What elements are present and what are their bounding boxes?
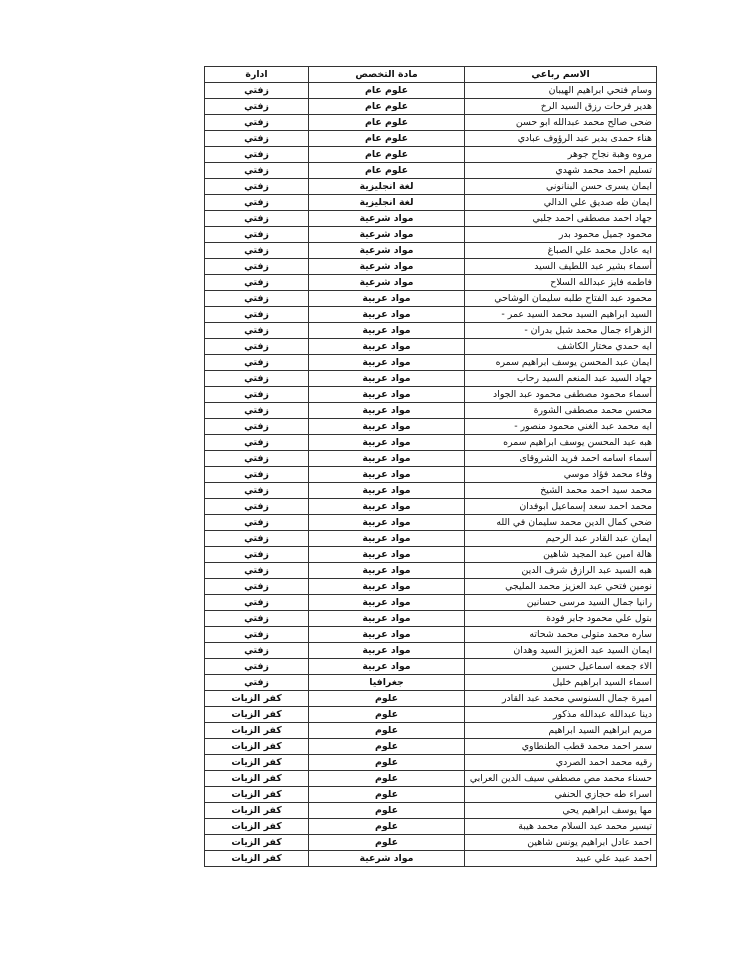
subject-cell: مواد عربية [309,563,465,579]
department-cell: زفتي [205,339,309,355]
table-row [205,115,657,131]
subject-cell: مواد عربية [309,515,465,531]
table-row [205,483,657,499]
table-row [205,323,657,339]
subject-cell: مواد عربية [309,467,465,483]
department-cell: كفر الزيات [205,787,309,803]
table-row [205,691,657,707]
name-cell: هالة امين عبد المجيد شاهين [465,547,657,563]
department-cell: كفر الزيات [205,755,309,771]
department-cell: زفتي [205,163,309,179]
subject-cell: علوم عام [309,115,465,131]
name-cell: محسن محمد مصطفى الشورة [465,403,657,419]
name-cell: ايمان السيد عبد العزيز السيد وهدان [465,643,657,659]
header-name: الاسم رباعي [465,67,657,83]
subject-cell: علوم [309,835,465,851]
name-cell: محمود جميل محمود بدر [465,227,657,243]
name-cell: احمد عادل ابراهيم يونس شاهين [465,835,657,851]
subject-cell: مواد عربية [309,627,465,643]
table-row [205,659,657,675]
table-row [205,755,657,771]
name-cell: مروه وهبة نجاح جوهر [465,147,657,163]
table-row [205,195,657,211]
subject-cell: مواد عربية [309,499,465,515]
department-cell: زفتي [205,147,309,163]
department-cell: زفتي [205,659,309,675]
department-cell: زفتي [205,371,309,387]
subject-cell: مواد عربية [309,355,465,371]
department-cell: كفر الزيات [205,835,309,851]
name-cell: محمد سيد احمد محمد الشيخ [465,483,657,499]
subject-cell: علوم [309,723,465,739]
name-cell: احمد عبيد علي عبيد [465,851,657,867]
department-cell: زفتي [205,435,309,451]
subject-cell: مواد شرعية [309,851,465,867]
table-row [205,547,657,563]
name-cell: هناء حمدى بدير عبد الرؤوف عبادي [465,131,657,147]
name-cell: ايمان عبد القادر عبد الرحيم [465,531,657,547]
subject-cell: علوم عام [309,99,465,115]
name-cell: الاء جمعه اسماعيل حسين [465,659,657,675]
subject-cell: مواد عربية [309,579,465,595]
subject-cell: مواد عربية [309,307,465,323]
department-cell: كفر الزيات [205,739,309,755]
roster-table [204,66,657,867]
table-row [205,291,657,307]
name-cell: بتول علي محمود جابر فودة [465,611,657,627]
name-cell: مها يوسف ابراهيم يحي [465,803,657,819]
table-row [205,371,657,387]
table-row [205,307,657,323]
subject-cell: مواد عربية [309,531,465,547]
table-row [205,211,657,227]
name-cell: ايه حمدي مختار الكاشف [465,339,657,355]
department-cell: زفتي [205,483,309,499]
department-cell: كفر الزيات [205,691,309,707]
department-cell: كفر الزيات [205,803,309,819]
subject-cell: مواد عربية [309,435,465,451]
department-cell: زفتي [205,595,309,611]
department-cell: زفتي [205,291,309,307]
table-row [205,643,657,659]
department-cell: زفتي [205,643,309,659]
subject-cell: مواد شرعية [309,275,465,291]
table-row [205,627,657,643]
table-row [205,387,657,403]
table-row [205,707,657,723]
subject-cell: مواد عربية [309,419,465,435]
table-row [205,275,657,291]
subject-cell: مواد شرعية [309,259,465,275]
department-cell: زفتي [205,611,309,627]
name-cell: هبه عبد المحسن يوسف ابراهيم سمره [465,435,657,451]
department-cell: زفتي [205,451,309,467]
table-row [205,739,657,755]
department-cell: زفتي [205,259,309,275]
department-cell: زفتي [205,211,309,227]
table-row [205,515,657,531]
subject-cell: علوم [309,691,465,707]
name-cell: اسماء السيد ابراهيم خليل [465,675,657,691]
name-cell: تسليم احمد محمد شهدي [465,163,657,179]
name-cell: ايمان طه صديق علي الدالي [465,195,657,211]
table-row [205,99,657,115]
subject-cell: علوم [309,819,465,835]
subject-cell: جغرافيا [309,675,465,691]
table-row [205,531,657,547]
name-cell: نومين فتحي عبد العزيز محمد المليجي [465,579,657,595]
subject-cell: علوم [309,755,465,771]
department-cell: زفتي [205,387,309,403]
table-row [205,451,657,467]
table-row [205,355,657,371]
table-row [205,467,657,483]
department-cell: زفتي [205,115,309,131]
table-row [205,147,657,163]
department-cell: زفتي [205,227,309,243]
table-row [205,243,657,259]
name-cell: اميرة جمال السنوسي محمد عبد القادر [465,691,657,707]
subject-cell: علوم عام [309,83,465,99]
name-cell: محمد احمد سعد إسماعيل ابوفدان [465,499,657,515]
table-row [205,787,657,803]
name-cell: الزهراء جمال محمد شبل بدران - [465,323,657,339]
table-row [205,179,657,195]
department-cell: زفتي [205,403,309,419]
subject-cell: مواد عربية [309,659,465,675]
name-cell: ضحي كمال الدين محمد سليمان في الله [465,515,657,531]
subject-cell: مواد عربية [309,339,465,355]
name-cell: أسماء اسامه احمد فريد الشروقاى [465,451,657,467]
subject-cell: مواد عربية [309,291,465,307]
subject-cell: علوم عام [309,147,465,163]
table-row [205,771,657,787]
department-cell: زفتي [205,307,309,323]
department-cell: زفتي [205,419,309,435]
name-cell: السيد ابراهيم السيد محمد السيد عمر - [465,307,657,323]
table-row [205,819,657,835]
name-cell: محمود عبد الفتاح طلبه سليمان الوشاحي [465,291,657,307]
subject-cell: مواد عربية [309,611,465,627]
department-cell: زفتي [205,675,309,691]
department-cell: زفتي [205,515,309,531]
name-cell: اسراء طه حجازي الحنفي [465,787,657,803]
name-cell: سمر احمد محمد قطب الطنطاوي [465,739,657,755]
name-cell: ايه محمد عبد الغني محمود منصور - [465,419,657,435]
subject-cell: علوم [309,707,465,723]
table-row [205,595,657,611]
name-cell: جهاد السيد عبد المنعم السيد رحاب [465,371,657,387]
table-row [205,259,657,275]
subject-cell: مواد عربية [309,323,465,339]
name-cell: تيسير محمد عبد السلام محمد هيبة [465,819,657,835]
table-row [205,339,657,355]
subject-cell: مواد عربية [309,595,465,611]
department-cell: زفتي [205,579,309,595]
name-cell: أسماء بشير عبد اللطيف السيد [465,259,657,275]
header-subject: مادة التخصص [309,67,465,83]
department-cell: زفتي [205,563,309,579]
department-cell: زفتي [205,275,309,291]
name-cell: جهاد احمد مصطفى احمد جلبي [465,211,657,227]
name-cell: دينا عبدالله عبدالله مذكور [465,707,657,723]
name-cell: مريم ابراهيم السيد ابراهيم [465,723,657,739]
table-row [205,803,657,819]
name-cell: هدير فرحات رزق السيد الرخ [465,99,657,115]
table-row [205,675,657,691]
table-row [205,579,657,595]
subject-cell: علوم [309,771,465,787]
table-row [205,499,657,515]
name-cell: رقيه محمد احمد الصردي [465,755,657,771]
subject-cell: مواد عربية [309,371,465,387]
department-cell: كفر الزيات [205,723,309,739]
subject-cell: علوم [309,739,465,755]
name-cell: ساره محمد متولى محمد شحاته [465,627,657,643]
name-cell: ايمان عبد المحسن يوسف ابراهيم سمره [465,355,657,371]
name-cell: وفاء محمد فؤاد موسي [465,467,657,483]
roster-sheet [204,66,656,867]
name-cell: حسناء محمد مص مصطفي سيف الدين العرابي [465,771,657,787]
name-cell: أسماء محمود مصطفى محمود عبد الجواد [465,387,657,403]
department-cell: زفتي [205,467,309,483]
table-row [205,419,657,435]
department-cell: زفتي [205,627,309,643]
roster-body [205,83,657,867]
name-cell: رانيا جمال السيد مرسى حسانين [465,595,657,611]
subject-cell: علوم عام [309,131,465,147]
header-row [205,67,657,83]
department-cell: زفتي [205,355,309,371]
department-cell: زفتي [205,547,309,563]
subject-cell: مواد شرعية [309,211,465,227]
name-cell: ضحى صالح محمد عبدالله ابو حسن [465,115,657,131]
subject-cell: مواد عربية [309,387,465,403]
header-department: ادارة [205,67,309,83]
subject-cell: مواد شرعية [309,227,465,243]
table-row [205,611,657,627]
subject-cell: مواد عربية [309,483,465,499]
department-cell: كفر الزيات [205,771,309,787]
name-cell: وسام فتحي ابراهيم الهيبان [465,83,657,99]
subject-cell: مواد عربية [309,451,465,467]
department-cell: زفتي [205,83,309,99]
department-cell: كفر الزيات [205,851,309,867]
subject-cell: مواد عربية [309,403,465,419]
subject-cell: مواد عربية [309,547,465,563]
table-row [205,851,657,867]
department-cell: زفتي [205,243,309,259]
name-cell: فاطمه فايز عبدالله السلاح [465,275,657,291]
table-row [205,227,657,243]
table-row [205,563,657,579]
subject-cell: علوم [309,803,465,819]
department-cell: زفتي [205,195,309,211]
name-cell: ايه عادل محمد علي الصباغ [465,243,657,259]
table-row [205,163,657,179]
department-cell: زفتي [205,531,309,547]
subject-cell: علوم [309,787,465,803]
name-cell: هبه السيد عبد الرازق شرف الدين [465,563,657,579]
table-row [205,435,657,451]
department-cell: كفر الزيات [205,707,309,723]
table-row [205,131,657,147]
table-row [205,723,657,739]
subject-cell: مواد شرعية [309,243,465,259]
department-cell: زفتي [205,131,309,147]
department-cell: زفتي [205,99,309,115]
table-row [205,835,657,851]
subject-cell: مواد عربية [309,643,465,659]
department-cell: كفر الزيات [205,819,309,835]
name-cell: ايمان يسرى حسن البنانوني [465,179,657,195]
subject-cell: علوم عام [309,163,465,179]
table-row [205,403,657,419]
department-cell: زفتي [205,179,309,195]
subject-cell: لغة انجليزية [309,179,465,195]
subject-cell: لغة انجليزية [309,195,465,211]
department-cell: زفتي [205,499,309,515]
department-cell: زفتي [205,323,309,339]
table-row [205,83,657,99]
